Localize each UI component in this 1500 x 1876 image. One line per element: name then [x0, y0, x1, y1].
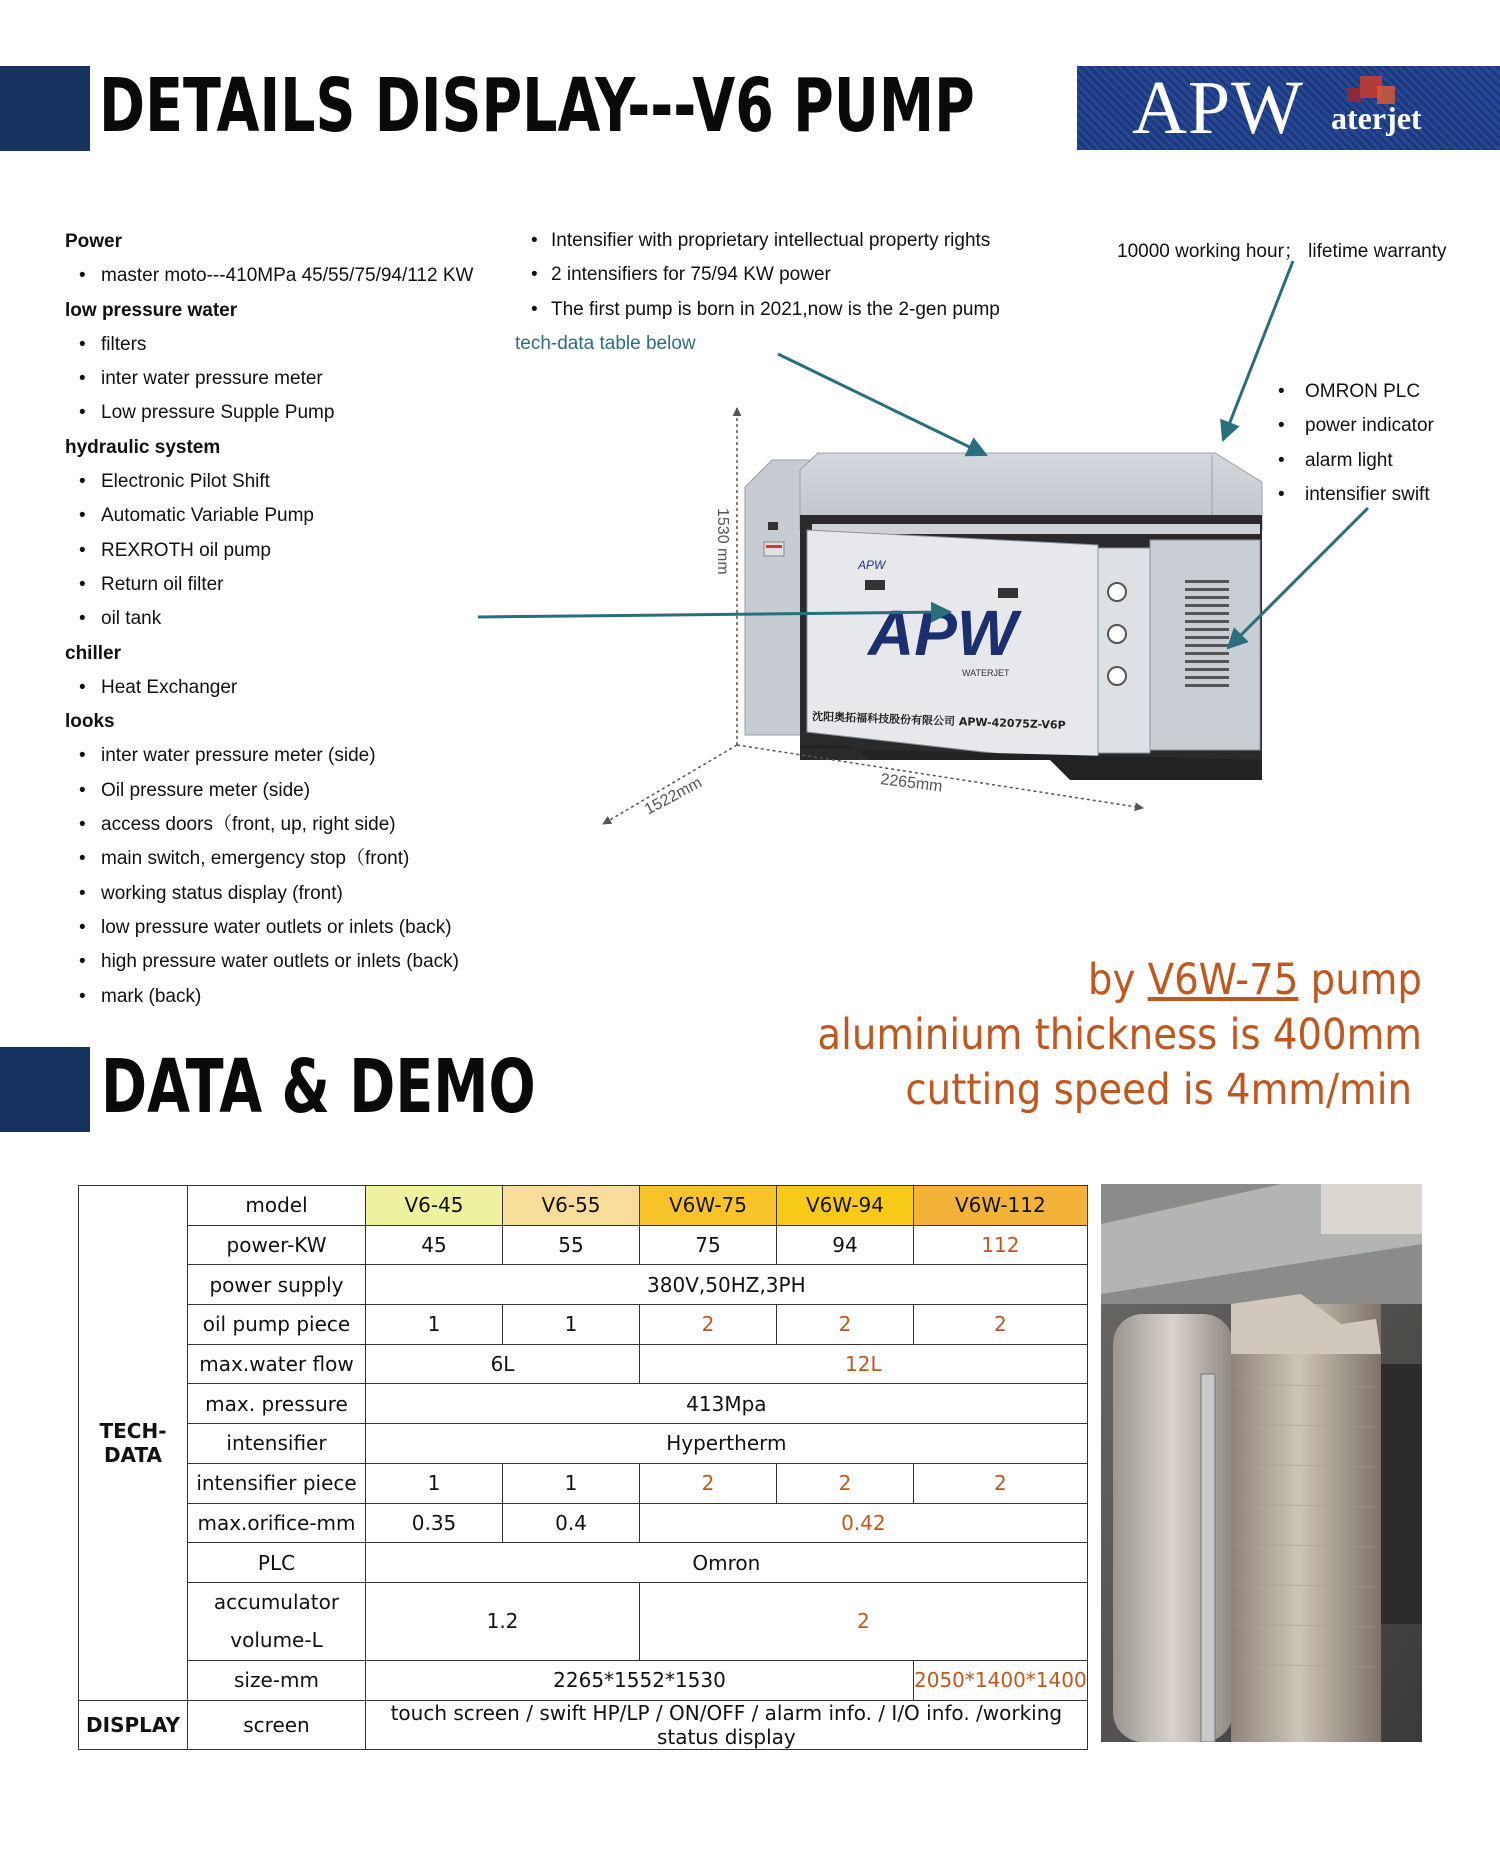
machine-nameplate: 沈阳奥拓福科技股份有限公司 APW-42075Z-V6P — [811, 710, 1066, 732]
table-row — [79, 1660, 1088, 1700]
table-row — [79, 1463, 1088, 1503]
table-row — [79, 1186, 1088, 1226]
demo-line-2: aluminium thickness is 400mm — [817, 1010, 1422, 1060]
list-item: • Electronic Pilot Shift — [65, 465, 505, 499]
row-label: model — [188, 1186, 366, 1226]
list-item: • main switch, emergency stop（front) — [65, 842, 505, 876]
table-cell: Omron — [366, 1543, 1088, 1583]
table-cell: 2265*1552*1530 — [366, 1660, 914, 1700]
demo-model-link: V6W-75 — [1147, 955, 1299, 1005]
table-cell: 45 — [366, 1225, 503, 1265]
table-cell: 413Mpa — [366, 1384, 1088, 1424]
table-cell: 112 — [914, 1225, 1088, 1265]
machine-small-logo: APW — [858, 558, 886, 572]
demo-line-3: cutting speed is 4mm/min — [905, 1065, 1412, 1115]
page-title: DETAILS DISPLAY---V6 PUMP — [99, 63, 975, 149]
table-cell: 0.42 — [640, 1503, 1088, 1543]
table-cell: 75 — [640, 1225, 777, 1265]
list-item: • access doors（front, up, right side) — [65, 808, 505, 842]
cut-aluminium-demo-photo — [1101, 1184, 1422, 1742]
table-cell: 12L — [640, 1344, 1088, 1384]
feature-section-heading: hydraulic system — [65, 436, 221, 458]
list-item: • The first pump is born in 2021,now is the 2-gen pump — [515, 293, 1000, 327]
group-label-tech: TECH-DATA — [79, 1186, 188, 1701]
list-item: • intensifier swift — [1278, 478, 1434, 512]
list-item: • Heat Exchanger — [65, 671, 505, 705]
table-cell: 2 — [914, 1305, 1088, 1345]
list-item: • high pressure water outlets or inlets (back) — [65, 945, 505, 979]
table-cell: 2 — [777, 1305, 914, 1345]
list-item: • working status display (front) — [65, 877, 505, 911]
group-label-display: DISPLAY — [79, 1700, 188, 1749]
logo-subtext: aterjet — [1331, 100, 1422, 136]
feature-section-heading: chiller — [65, 642, 121, 664]
list-item: • oil tank — [65, 602, 505, 636]
row-label: PLC — [188, 1543, 366, 1583]
list-item: • 2 intensifiers for 75/94 KW power — [515, 258, 1000, 292]
list-item: • mark (back) — [65, 980, 505, 1014]
table-cell: 380V,50HZ,3PH — [366, 1265, 1088, 1305]
list-item: • Automatic Variable Pump — [65, 499, 505, 533]
table-cell: 55 — [503, 1225, 640, 1265]
logo-text: APW — [1132, 66, 1304, 150]
row-label: max.water flow — [188, 1344, 366, 1384]
row-label: size-mm — [188, 1660, 366, 1700]
section2-accent-bar — [0, 1047, 90, 1132]
dimension-height: 1530 mm — [714, 508, 731, 575]
dimension-depth: 1522mm — [641, 774, 705, 819]
list-item: • Low pressure Supple Pump — [65, 396, 505, 430]
row-label: oil pump piece — [188, 1305, 366, 1345]
model-cell: V6W-112 — [914, 1186, 1088, 1226]
table-cell: Hypertherm — [366, 1424, 1088, 1464]
table-cell: 2 — [640, 1463, 777, 1503]
table-cell: 2 — [914, 1463, 1088, 1503]
table-row — [79, 1582, 1088, 1660]
list-item: • alarm light — [1278, 444, 1434, 478]
table-cell: 94 — [777, 1225, 914, 1265]
model-cell: V6-55 — [503, 1186, 640, 1226]
row-label: max.orifice-mm — [188, 1503, 366, 1543]
feature-section-heading: Power — [65, 231, 123, 252]
row-label: power-KW — [188, 1225, 366, 1265]
table-cell: 0.4 — [503, 1503, 640, 1543]
table-cell: touch screen / swift HP/LP / ON/OFF / alarm info. / I/O info. /working status display — [366, 1700, 1088, 1749]
row-label-line: accumulator — [213, 1590, 340, 1615]
model-cell: V6-45 — [366, 1186, 503, 1226]
model-cell: V6W-75 — [640, 1186, 777, 1226]
table-cell: 1.2 — [366, 1582, 640, 1660]
table-cell: 2 — [777, 1463, 914, 1503]
list-item: • filters — [65, 328, 505, 362]
list-item: • low pressure water outlets or inlets (back) — [65, 911, 505, 945]
machine-big-logo: APW — [868, 597, 1018, 669]
list-item: • REXROTH oil pump — [65, 534, 505, 568]
row-label: power supply — [188, 1265, 366, 1305]
feature-section-heading: looks — [65, 711, 115, 733]
table-cell: 2 — [640, 1305, 777, 1345]
row-label — [188, 1582, 366, 1660]
table-row — [79, 1225, 1088, 1265]
list-item: • Oil pressure meter (side) — [65, 774, 505, 808]
table-row — [79, 1344, 1088, 1384]
list-item: • OMRON PLC — [1278, 375, 1434, 409]
table-row — [79, 1503, 1088, 1543]
demo-caption — [817, 953, 1422, 1118]
table-row — [79, 1384, 1088, 1424]
table-row — [79, 1424, 1088, 1464]
table-row — [79, 1305, 1088, 1345]
table-cell: 2050*1400*1400 — [914, 1660, 1088, 1700]
warranty-note: 10000 working hour； lifetime warranty — [1117, 241, 1447, 262]
table-row — [79, 1265, 1088, 1305]
list-item: • Intensifier with proprietary intellectual property rights — [515, 224, 1000, 258]
list-item: • inter water pressure meter — [65, 362, 505, 396]
table-row — [79, 1700, 1088, 1749]
table-cell: 1 — [366, 1305, 503, 1345]
tech-data-link: tech-data table below — [515, 332, 696, 354]
table-row — [79, 1543, 1088, 1583]
list-item: • Return oil filter — [65, 568, 505, 602]
dimension-width: 2265mm — [879, 771, 944, 796]
tech-data-table — [78, 1185, 1088, 1750]
feature-section-heading: low pressure water — [65, 299, 238, 321]
section2-title: DATA & DEMO — [101, 1044, 536, 1130]
row-label: max. pressure — [188, 1384, 366, 1424]
list-item: • master moto---410MPa 45/55/75/94/112 KW — [65, 259, 505, 293]
table-cell: 6L — [366, 1344, 640, 1384]
row-label-line: volume-L — [230, 1628, 323, 1653]
table-cell: 1 — [503, 1305, 640, 1345]
table-cell: 0.35 — [366, 1503, 503, 1543]
list-item: • inter water pressure meter (side) — [65, 739, 505, 773]
table-cell: 2 — [640, 1582, 1088, 1660]
row-label: screen — [188, 1700, 366, 1749]
list-item: • power indicator — [1278, 409, 1434, 443]
demo-line-1: by V6W-75 pump — [1087, 955, 1422, 1005]
row-label: intensifier — [188, 1424, 366, 1464]
machine-sub-logo: WATERJET — [962, 668, 1010, 678]
table-cell: 1 — [503, 1463, 640, 1503]
table-cell: 1 — [366, 1463, 503, 1503]
model-cell: V6W-94 — [777, 1186, 914, 1226]
row-label: intensifier piece — [188, 1463, 366, 1503]
